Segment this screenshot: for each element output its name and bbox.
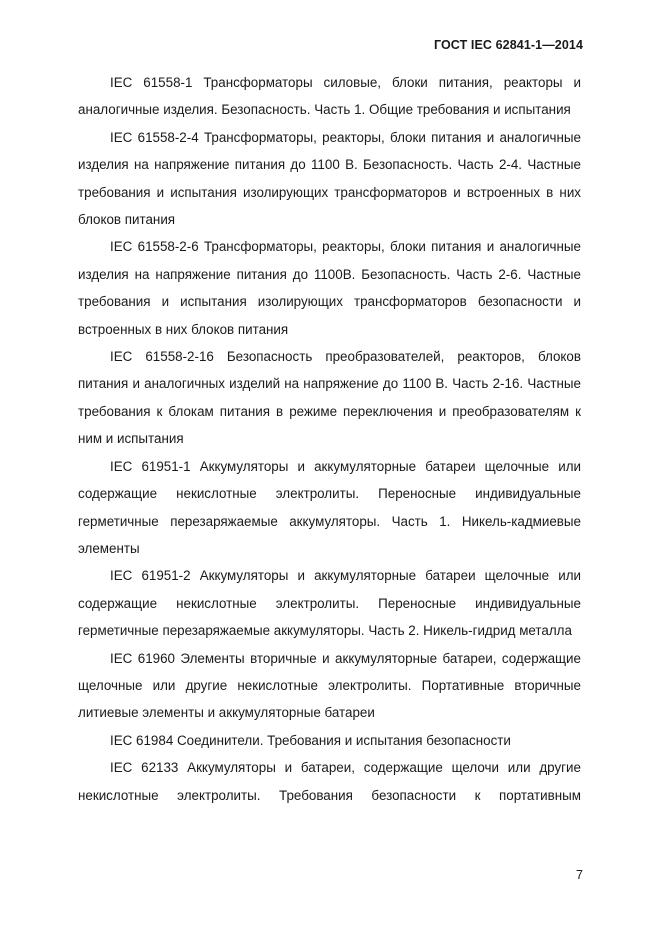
reference-iec-61558-2-16: IEC 61558-2-16 Безопасность преобразователей, реакторов, блоков питания и аналогичных изделий на напряжение до 1100 В. Часть 2-16. Частные требования к блокам питания в режиме переключения и преобразователям к ним и испытания	[78, 349, 581, 447]
reference-iec-61558-2-4: IEC 61558-2-4 Трансформаторы, реакторы, блоки питания и аналогичные изделия на напряжение питания до 1100 В. Безопасность. Часть 2-4. Частные требования и испытания изолирующих трансформаторов и встроенных в них блоков питания	[78, 129, 581, 228]
reference-iec-61558-2-6: IEC 61558-2-6 Трансформаторы, реакторы, блоки питания и аналогичные изделия на напряжение питания до 1100В. Безопасность. Часть 2-6. Частные требования и испытания изолирующих трансформаторов безопасности и встроенных в них блоков питания	[78, 239, 581, 337]
page-number: 7	[576, 868, 583, 882]
references-list	[78, 69, 581, 809]
reference-iec-61558-1: IEC 61558-1 Трансформаторы силовые, блоки питания, реакторы и аналогичные изделия. Безопасность. Часть 1. Общие требования и испытания	[78, 75, 581, 118]
reference-iec-61951-2: IEC 61951-2 Аккумуляторы и аккумуляторные батареи щелочные или содержащие некислотные электролиты. Переносные индивидуальные герметичные перезаряжаемые аккумуляторы. Часть 2. Никель-гидрид металла	[78, 568, 581, 639]
reference-iec-61984: IEC 61984 Соединители. Требования и испытания безопасности	[110, 732, 511, 748]
reference-iec-62133: IEC 62133 Аккумуляторы и батареи, содержащие щелочи или другие некислотные электролиты. Требования безопасности к портативным	[78, 760, 581, 803]
standard-header: ГОСТ IEC 62841-1—2014	[433, 38, 583, 52]
reference-iec-61951-1: IEC 61951-1 Аккумуляторы и аккумуляторные батареи щелочные или содержащие некислотные электролиты. Переносные индивидуальные герметичные перезаряжаемые аккумуляторы. Часть 1. Никель-кадмиевые элементы	[78, 458, 581, 556]
reference-iec-61960: IEC 61960 Элементы вторичные и аккумуляторные батареи, содержащие щелочные или другие некислотные электролиты. Портативные вторичные литиевые элементы и аккумуляторные батареи	[78, 650, 581, 721]
